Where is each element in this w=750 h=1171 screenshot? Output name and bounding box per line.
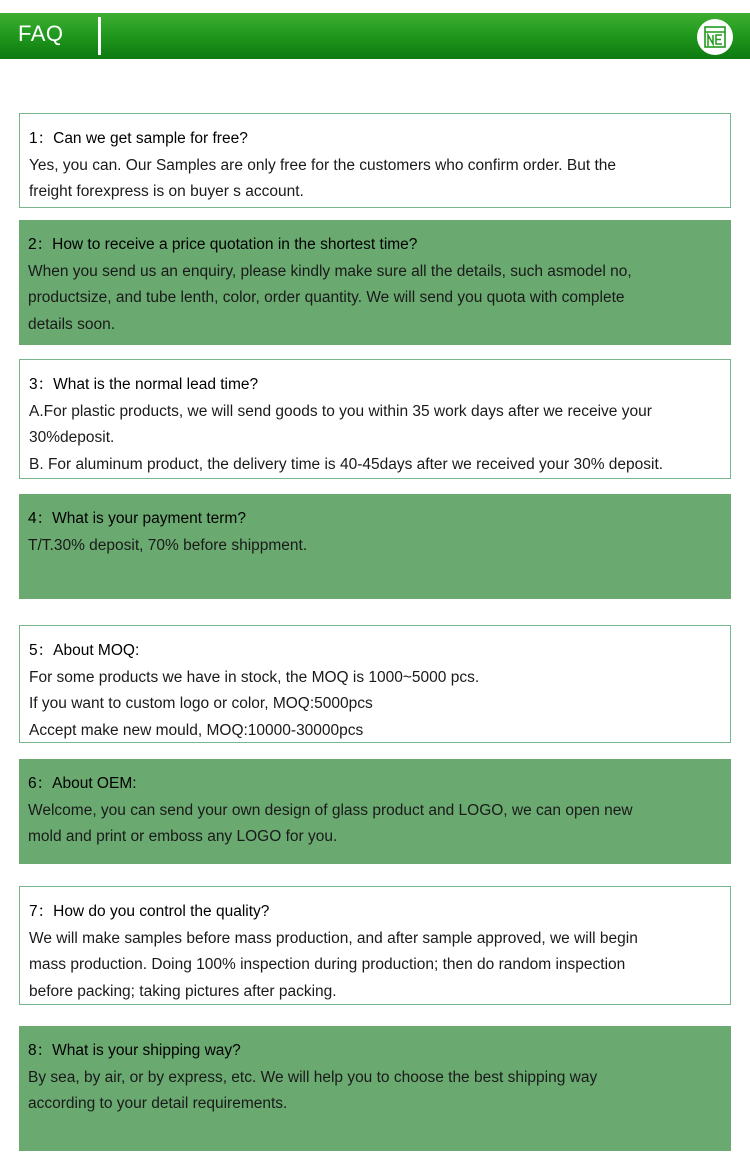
- faq-answer-line: Accept make new mould, MOQ:10000-30000pcs: [29, 721, 364, 739]
- header-divider: [98, 17, 101, 55]
- faq-question: 2：How to receive a price quotation in the shortest time?: [28, 236, 418, 253]
- page-title: FAQ: [18, 21, 64, 46]
- faq-answer-line: before packing; taking pictures after packing.: [29, 982, 337, 1000]
- faq-item-moq: [19, 625, 731, 743]
- faq-answer-line: A.For plastic products, we will send goods to you within 35 work days after we receive your: [29, 402, 652, 420]
- faq-answer-line: details soon.: [28, 315, 116, 333]
- faq-answer-line: 30%deposit.: [29, 429, 115, 446]
- faq-answer-line: If you want to custom logo or color, MOQ:5000pcs: [29, 695, 373, 712]
- faq-question: 7：How do you control the quality?: [29, 903, 270, 920]
- faq-answer-line: T/T.30% deposit, 70% before shippment.: [28, 536, 308, 554]
- faq-answer-line: B. For aluminum product, the delivery time is 40-45days after we received your 30% deposit.: [29, 455, 664, 473]
- faq-question: 8：What is your shipping way?: [28, 1042, 241, 1059]
- faq-question: 4：What is your payment term?: [28, 510, 246, 527]
- faq-item-oem: [19, 759, 731, 864]
- faq-answer-line: productsize, and tube lenth, color, order quantity. We will send you quota with complete: [28, 289, 625, 306]
- faq-item-quality-control: [19, 886, 731, 1005]
- faq-answer-line: freight forexpress is on buyer s account.: [29, 183, 304, 200]
- faq-answer-line: Welcome, you can send your own design of glass product and LOGO, we can open new: [28, 801, 633, 819]
- faq-question: 6：About OEM:: [28, 775, 137, 792]
- faq-answer-line: Yes, you can. Our Samples are only free for the customers who confirm order. But the: [29, 156, 616, 174]
- faq-item-free-sample: [19, 113, 731, 208]
- faq-answer-line: When you send us an enquiry, please kindly make sure all the details, such asmodel no,: [28, 262, 632, 280]
- ne-logo-icon: [696, 18, 734, 56]
- faq-question: 3：What is the normal lead time?: [29, 376, 259, 393]
- faq-item-price-quotation: [19, 220, 731, 345]
- faq-question: 1：Can we get sample for free?: [29, 130, 248, 147]
- faq-answer-line: For some products we have in stock, the MOQ is 1000~5000 pcs.: [29, 668, 480, 686]
- faq-answer-line: By sea, by air, or by express, etc. We will help you to choose the best shipping way: [28, 1068, 598, 1086]
- faq-item-payment-term: [19, 494, 731, 599]
- faq-item-lead-time: [19, 359, 731, 479]
- faq-header-bar: [0, 13, 750, 59]
- faq-question: 5：About MOQ:: [29, 642, 140, 659]
- faq-answer-line: mass production. Doing 100% inspection during production; then do random inspection: [29, 956, 626, 973]
- faq-answer-line: mold and print or emboss any LOGO for you.: [28, 828, 338, 845]
- faq-answer-line: according to your detail requirements.: [28, 1095, 288, 1112]
- faq-answer-line: We will make samples before mass production, and after sample approved, we will begin: [29, 929, 638, 947]
- faq-item-shipping-way: [19, 1026, 731, 1151]
